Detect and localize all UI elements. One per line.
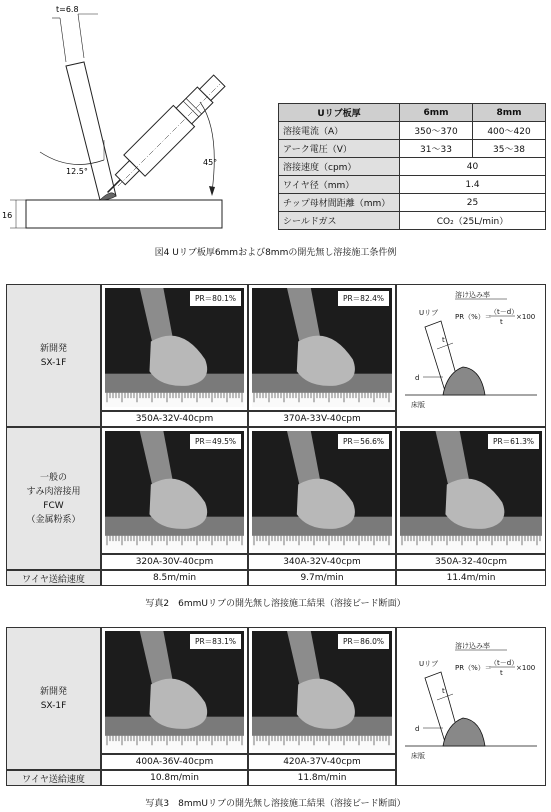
u-rib-label: Uリブ xyxy=(419,660,439,668)
feed-speed-value: 11.8m/min xyxy=(248,770,396,786)
pr-value: PR＝49.5% xyxy=(190,434,241,449)
fig4-caption: 図4 Uリブ板厚6mmおよび8mmの開先無し溶接施工条件例 xyxy=(154,248,397,258)
row-label: シールドガス xyxy=(279,212,400,230)
formula-denominator: t xyxy=(500,318,503,326)
feed-speed-label: ワイヤ送給速度 xyxy=(6,770,101,786)
condition-label: 350A-32V-40cpm xyxy=(101,411,248,427)
d-label: d xyxy=(415,725,420,733)
formula-numerator: （t－d） xyxy=(490,659,519,667)
photo-cell xyxy=(101,427,248,554)
photo-cell xyxy=(101,284,248,411)
pr-value: PR＝83.1% xyxy=(190,634,241,649)
row-label: アーク電圧（V） xyxy=(279,140,400,158)
formula-multiplier: ×100 xyxy=(516,664,536,672)
row-label-general-fcw: 一般の すみ肉溶接用 FCW （金属粉系） xyxy=(6,427,101,570)
formula-lhs: PR（%）＝ xyxy=(455,664,492,672)
feed-speed-value: 8.5m/min xyxy=(101,570,248,586)
condition-label: 350A-32-40cpm xyxy=(396,554,546,570)
feed-speed-label: ワイヤ送給速度 xyxy=(6,570,101,586)
header-cell: Uリブ板厚 xyxy=(279,104,400,122)
condition-label: 320A-30V-40cpm xyxy=(101,554,248,570)
table-row xyxy=(279,122,546,140)
table-row xyxy=(279,158,546,176)
value-both: 25 xyxy=(400,194,546,212)
photo3-table xyxy=(6,627,546,786)
row-label-sx1f: 新開発 SX-1F xyxy=(6,627,101,770)
photo2-table xyxy=(6,284,546,586)
value-8mm: 35～38 xyxy=(473,140,546,158)
header-cell: 8mm xyxy=(473,104,546,122)
pr-value: PR＝82.4% xyxy=(338,291,389,306)
t-label: t xyxy=(442,687,445,695)
photo-cell xyxy=(101,627,248,754)
formula-numerator: （t－d） xyxy=(490,308,519,316)
condition-label: 400A-36V-40cpm xyxy=(101,754,248,770)
penetration-diagram xyxy=(397,628,545,785)
photo-cell xyxy=(248,284,396,411)
welding-conditions-table xyxy=(278,103,546,230)
value-8mm: 400～420 xyxy=(473,122,546,140)
t-label: t xyxy=(442,336,445,344)
row-label: 溶接速度（cpm） xyxy=(279,158,400,176)
formula-lhs: PR（%）＝ xyxy=(455,313,492,321)
value-both: 1.4 xyxy=(400,176,546,194)
header-cell: 6mm xyxy=(400,104,473,122)
inset-title: 溶け込み率 xyxy=(455,291,490,299)
formula-denominator: t xyxy=(500,669,503,677)
pr-value: PR＝86.0% xyxy=(338,634,389,649)
photo2-caption: 写真2 6mmUリブの開先無し溶接施工結果（溶接ビード断面） xyxy=(145,599,406,609)
table-row xyxy=(279,176,546,194)
row-label: チップ母材間距離（mm） xyxy=(279,194,400,212)
u-rib-label: Uリブ xyxy=(419,309,439,317)
pr-value: PR＝80.1% xyxy=(190,291,241,306)
photo-cell xyxy=(248,627,396,754)
thickness-label: t=6.8 xyxy=(56,5,79,14)
table-row xyxy=(279,140,546,158)
formula-multiplier: ×100 xyxy=(516,313,536,321)
row-label: ワイヤ径（mm） xyxy=(279,176,400,194)
d-label: d xyxy=(415,374,420,382)
height-label: 16 xyxy=(2,211,13,220)
penetration-inset xyxy=(396,627,546,786)
floor-label: 床版 xyxy=(411,401,425,409)
row-label-sx1f: 新開発 SX-1F xyxy=(6,284,101,427)
value-both: CO₂（25L/min） xyxy=(400,212,546,230)
table-row xyxy=(279,194,546,212)
photo-cell xyxy=(396,427,546,554)
condition-label: 370A-33V-40cpm xyxy=(248,411,396,427)
photo3-caption: 写真3 8mmUリブの開先無し溶接施工結果（溶接ビード断面） xyxy=(145,799,406,809)
table-header-row xyxy=(279,104,546,122)
feed-speed-value: 10.8m/min xyxy=(101,770,248,786)
penetration-inset xyxy=(396,284,546,427)
penetration-diagram xyxy=(397,285,545,426)
feed-speed-value: 11.4m/min xyxy=(396,570,546,586)
value-both: 40 xyxy=(400,158,546,176)
condition-label: 340A-32V-40cpm xyxy=(248,554,396,570)
angle-12-label: 12.5° xyxy=(66,167,88,176)
joint-diagram xyxy=(0,0,265,240)
condition-label: 420A-37V-40cpm xyxy=(248,754,396,770)
pr-value: PR＝61.3% xyxy=(488,434,539,449)
angle-45-label: 45° xyxy=(203,158,218,167)
inset-title: 溶け込み率 xyxy=(455,642,490,650)
table-row xyxy=(279,212,546,230)
floor-label: 床版 xyxy=(411,752,425,760)
value-6mm: 350～370 xyxy=(400,122,473,140)
pr-value: PR＝56.6% xyxy=(338,434,389,449)
feed-speed-value: 9.7m/min xyxy=(248,570,396,586)
value-6mm: 31～33 xyxy=(400,140,473,158)
photo-cell xyxy=(248,427,396,554)
row-label: 溶接電流（A） xyxy=(279,122,400,140)
